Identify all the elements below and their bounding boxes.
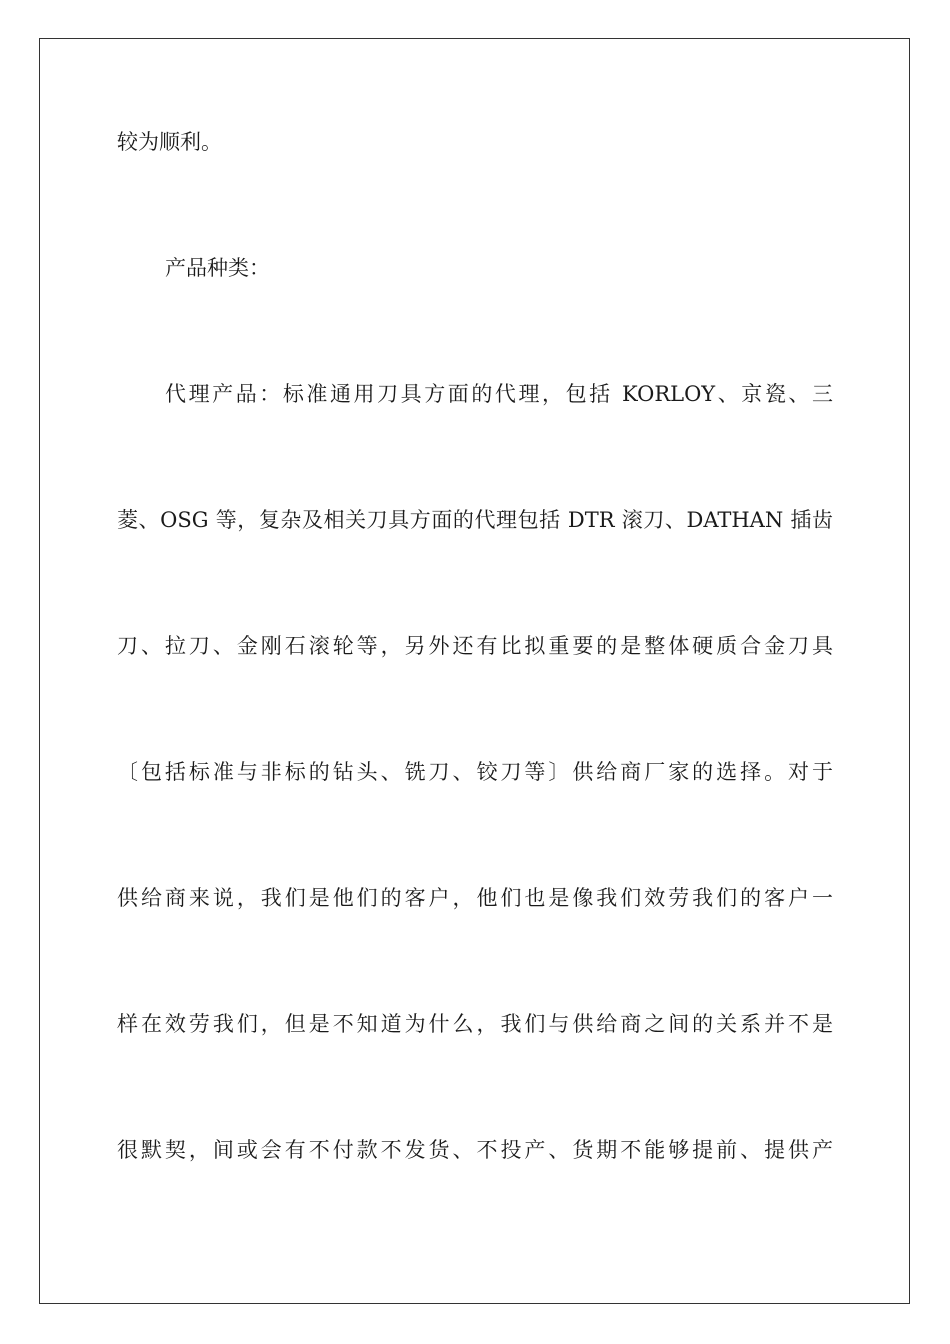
text-line: 很默契，间或会有不付款不发货、不投产、货期不能够提前、提供产 [117, 1138, 833, 1162]
text-line: 代理产品：标准通用刀具方面的代理，包括 KORLOY、京瓷、三 [165, 382, 833, 406]
document-body [117, 127, 833, 1166]
text-line: 〔包括标准与非标的钻头、铣刀、铰刀等〕供给商厂家的选择。对于 [117, 760, 833, 784]
text-line: 刀、拉刀、金刚石滚轮等，另外还有比拟重要的是整体硬质合金刀具 [117, 634, 833, 658]
text-line: 样在效劳我们，但是不知道为什么，我们与供给商之间的关系并不是 [117, 1012, 833, 1036]
text-line: 菱、OSG 等，复杂及相关刀具方面的代理包括 DTR 滚刀、DATHAN 插齿 [117, 508, 833, 532]
paragraph-agency-products [117, 379, 833, 1166]
paragraph-gap [117, 158, 833, 253]
paragraph-product-types [117, 253, 833, 284]
text-line: 较为顺利。 [117, 130, 222, 154]
paragraph-gap [117, 284, 833, 379]
text-line: 供给商来说，我们是他们的客户，他们也是像我们效劳我们的客户一 [117, 886, 833, 910]
text-line: 产品种类： [165, 256, 270, 280]
paragraph-continuation [117, 127, 833, 158]
